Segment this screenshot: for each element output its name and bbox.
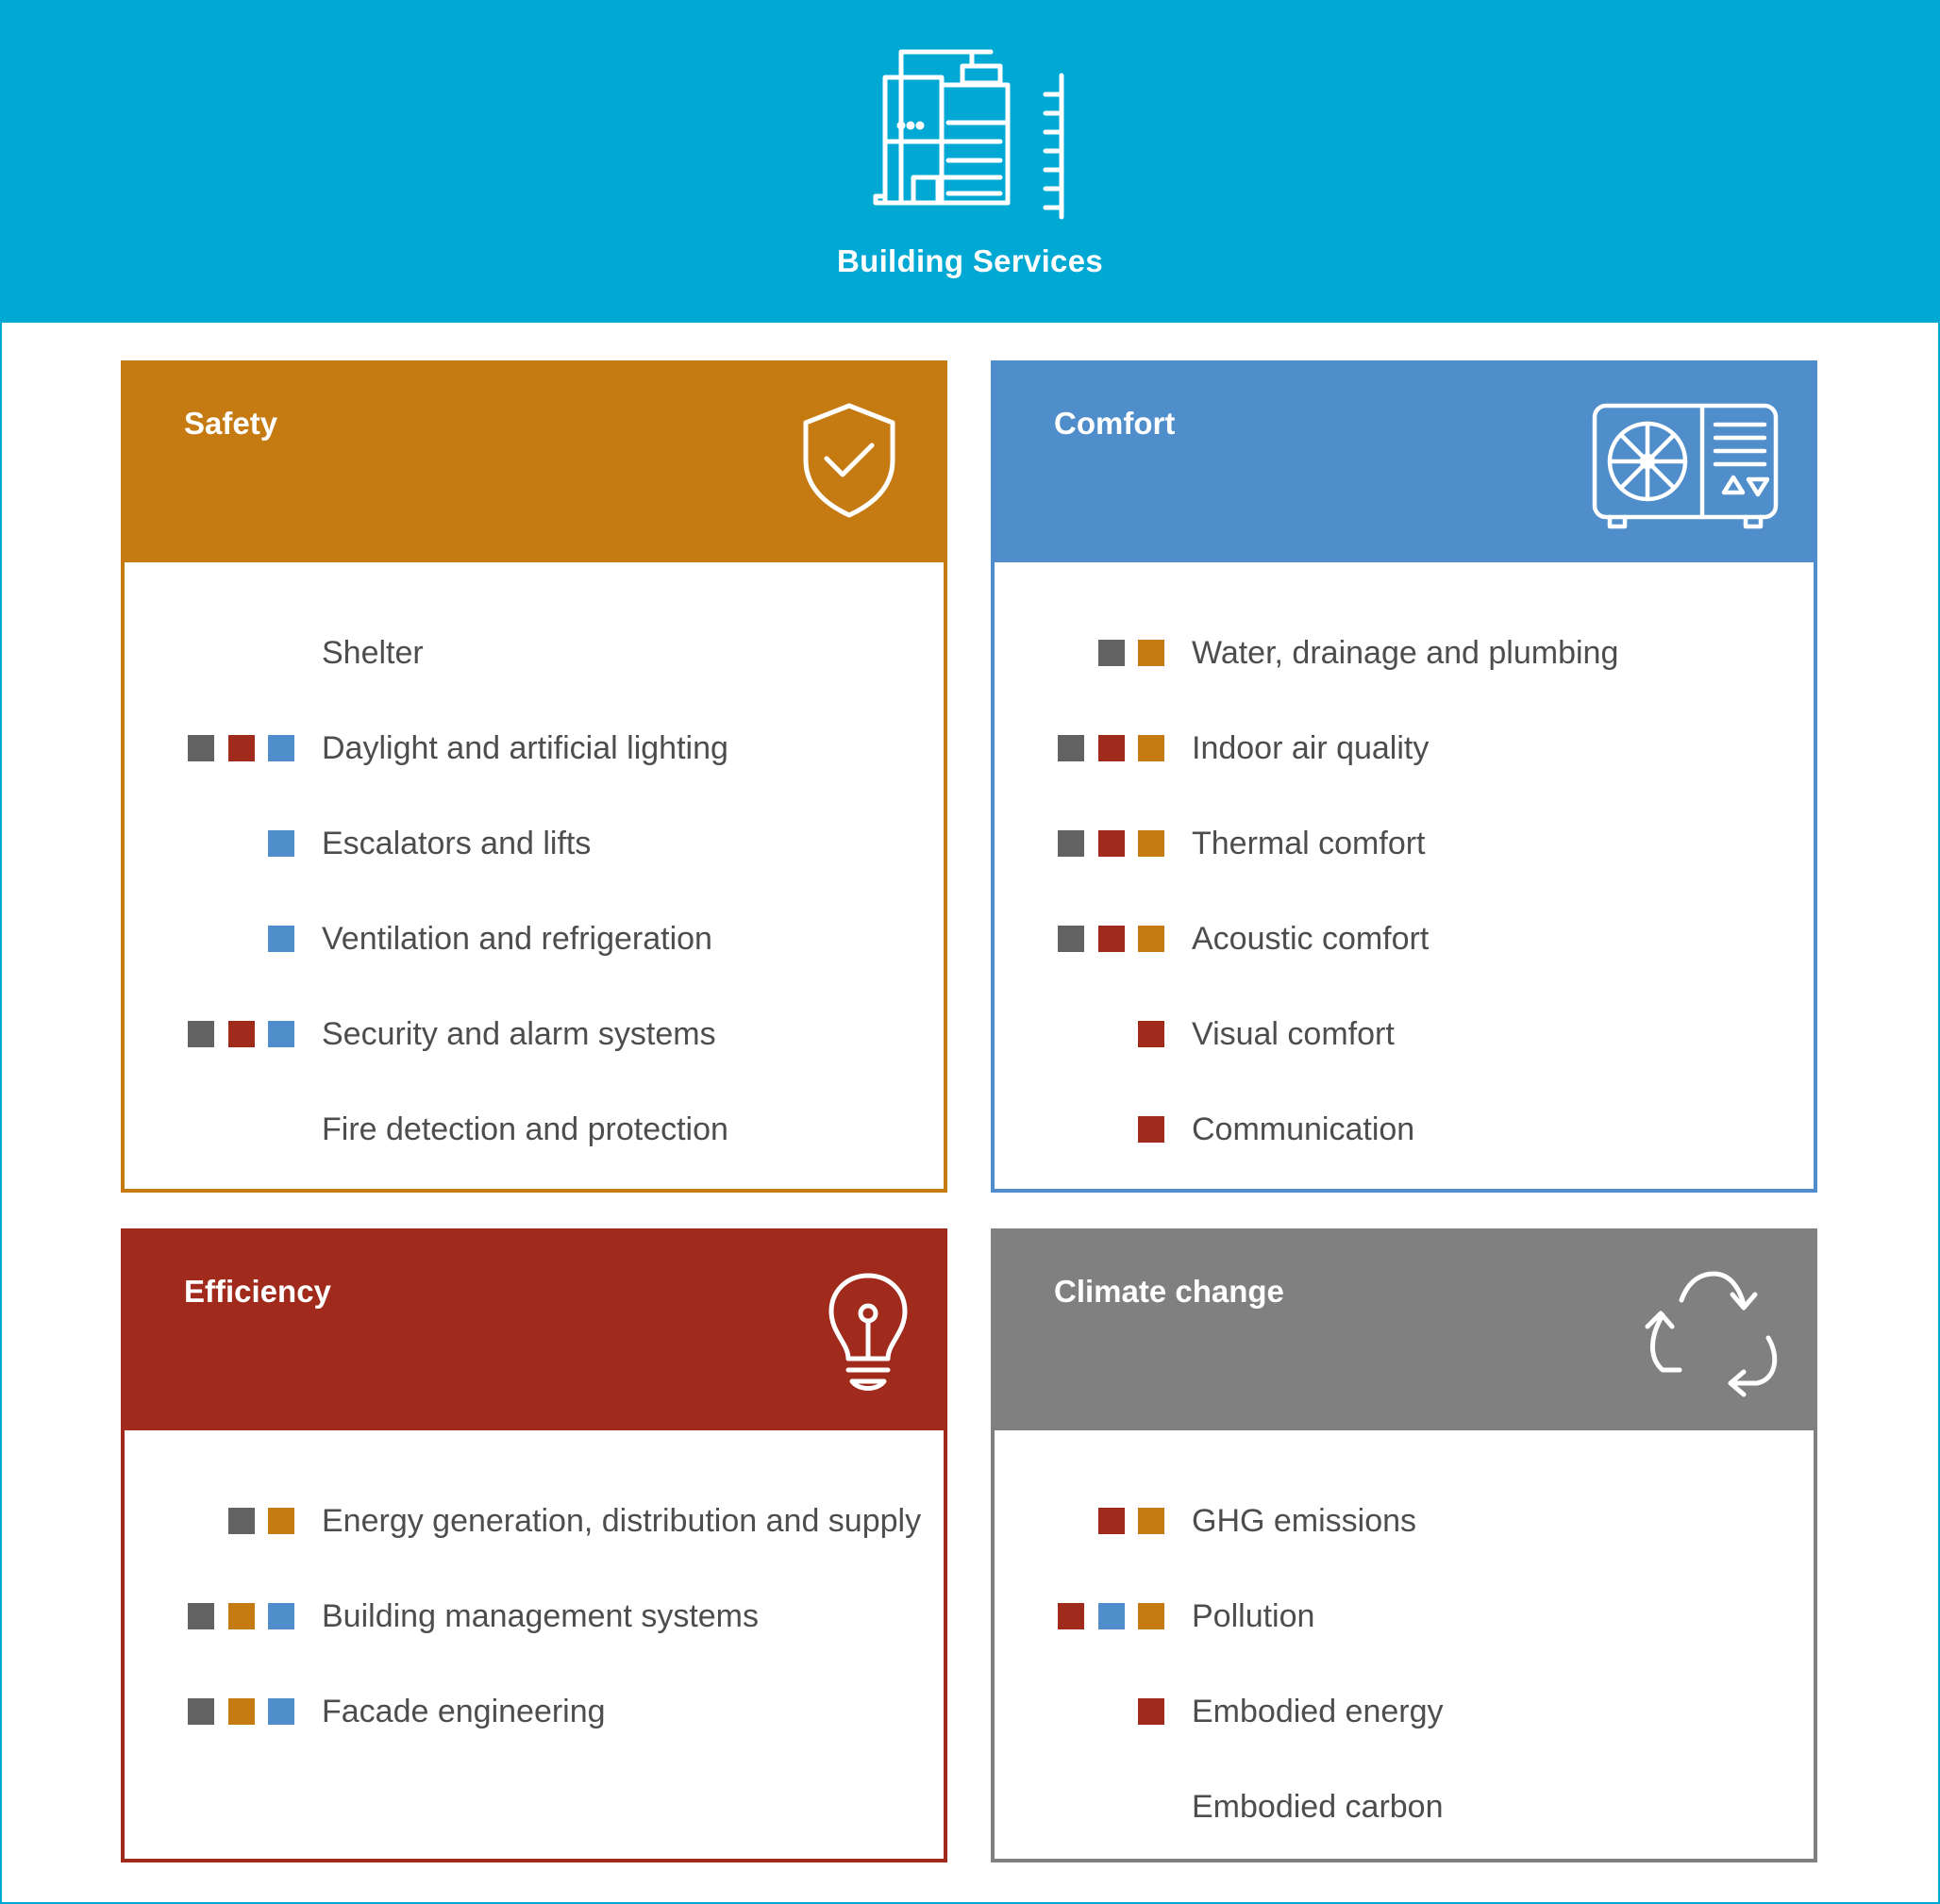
blue-marker [268, 830, 294, 857]
list-item [125, 1683, 944, 1740]
list-item [995, 1683, 1814, 1740]
list-item [995, 720, 1814, 777]
red-marker [1138, 1116, 1164, 1143]
list-item [995, 1101, 1814, 1158]
list-item [125, 815, 944, 872]
red-marker [1098, 926, 1125, 952]
panel-header [121, 1228, 947, 1430]
panel-efficiency [121, 1228, 947, 1862]
red-marker [1138, 1021, 1164, 1047]
blue-marker [268, 735, 294, 761]
panel-header [121, 360, 947, 562]
list-item [995, 1493, 1814, 1549]
orange-marker [1138, 926, 1164, 952]
panel-header [991, 1228, 1817, 1430]
page-title: Building Services [836, 243, 1104, 278]
grey-marker [1098, 640, 1125, 666]
panel-title: Comfort [1054, 406, 1176, 441]
item-label: Security and alarm systems [322, 1016, 716, 1052]
red-marker [1098, 830, 1125, 857]
list-item [995, 1779, 1814, 1835]
grey-marker [188, 1021, 214, 1047]
red-marker [1098, 735, 1125, 761]
item-label: Shelter [322, 635, 424, 671]
list-item [995, 1006, 1814, 1062]
item-label: Building management systems [322, 1598, 760, 1634]
blue-marker [268, 1698, 294, 1725]
panel-title: Efficiency [184, 1274, 331, 1309]
red-marker [1058, 1603, 1084, 1629]
orange-marker [228, 1603, 255, 1629]
orange-marker [1138, 735, 1164, 761]
panel-header [991, 360, 1817, 562]
item-label: Daylight and artificial lighting [322, 730, 728, 766]
blue-marker [268, 1603, 294, 1629]
item-label: Pollution [1192, 1598, 1315, 1634]
item-label: Visual comfort [1192, 1016, 1395, 1052]
building-icon [868, 47, 1076, 226]
recycle-icon [1640, 1266, 1781, 1398]
lightbulb-icon [826, 1270, 911, 1398]
list-item [995, 625, 1814, 681]
orange-marker [268, 1508, 294, 1534]
blue-marker [1098, 1603, 1125, 1629]
item-label: Fire detection and protection [322, 1111, 728, 1147]
item-label: Thermal comfort [1192, 826, 1426, 861]
item-label: Ventilation and refrigeration [322, 921, 712, 957]
list-item [125, 720, 944, 777]
list-item [125, 625, 944, 681]
list-item [125, 910, 944, 967]
orange-marker [1138, 640, 1164, 666]
item-label: Embodied energy [1192, 1694, 1444, 1729]
panel-safety [121, 360, 947, 1193]
red-marker [1098, 1508, 1125, 1534]
orange-marker [1138, 1603, 1164, 1629]
orange-marker [1138, 830, 1164, 857]
list-item [995, 1588, 1814, 1645]
item-label: Water, drainage and plumbing [1192, 635, 1619, 671]
header-banner [0, 0, 1940, 323]
grey-marker [228, 1508, 255, 1534]
shield-check-icon [800, 402, 898, 519]
grey-marker [188, 735, 214, 761]
item-label: Communication [1192, 1111, 1415, 1147]
panel-title: Safety [184, 406, 278, 441]
panel-climate-change [991, 1228, 1817, 1862]
grey-marker [1058, 926, 1084, 952]
blue-marker [268, 1021, 294, 1047]
list-item [125, 1006, 944, 1062]
grey-marker [188, 1698, 214, 1725]
list-item [125, 1101, 944, 1158]
item-label: Embodied carbon [1192, 1789, 1444, 1825]
list-item [995, 910, 1814, 967]
red-marker [1138, 1698, 1164, 1725]
red-marker [228, 735, 255, 761]
grey-marker [1058, 830, 1084, 857]
grey-marker [1058, 735, 1084, 761]
orange-marker [1138, 1508, 1164, 1534]
list-item [995, 815, 1814, 872]
item-label: Facade engineering [322, 1694, 606, 1729]
air-conditioner-icon [1591, 402, 1780, 534]
item-label: Indoor air quality [1192, 730, 1430, 766]
grey-marker [188, 1603, 214, 1629]
red-marker [228, 1021, 255, 1047]
list-item [125, 1493, 944, 1549]
blue-marker [268, 926, 294, 952]
item-label: Escalators and lifts [322, 826, 592, 861]
list-item [125, 1588, 944, 1645]
item-label: GHG emissions [1192, 1503, 1417, 1539]
item-label: Energy generation, distribution and supply [322, 1503, 922, 1539]
orange-marker [228, 1698, 255, 1725]
panel-title: Climate change [1054, 1274, 1284, 1309]
item-label: Acoustic comfort [1192, 921, 1430, 957]
panel-comfort [991, 360, 1817, 1193]
